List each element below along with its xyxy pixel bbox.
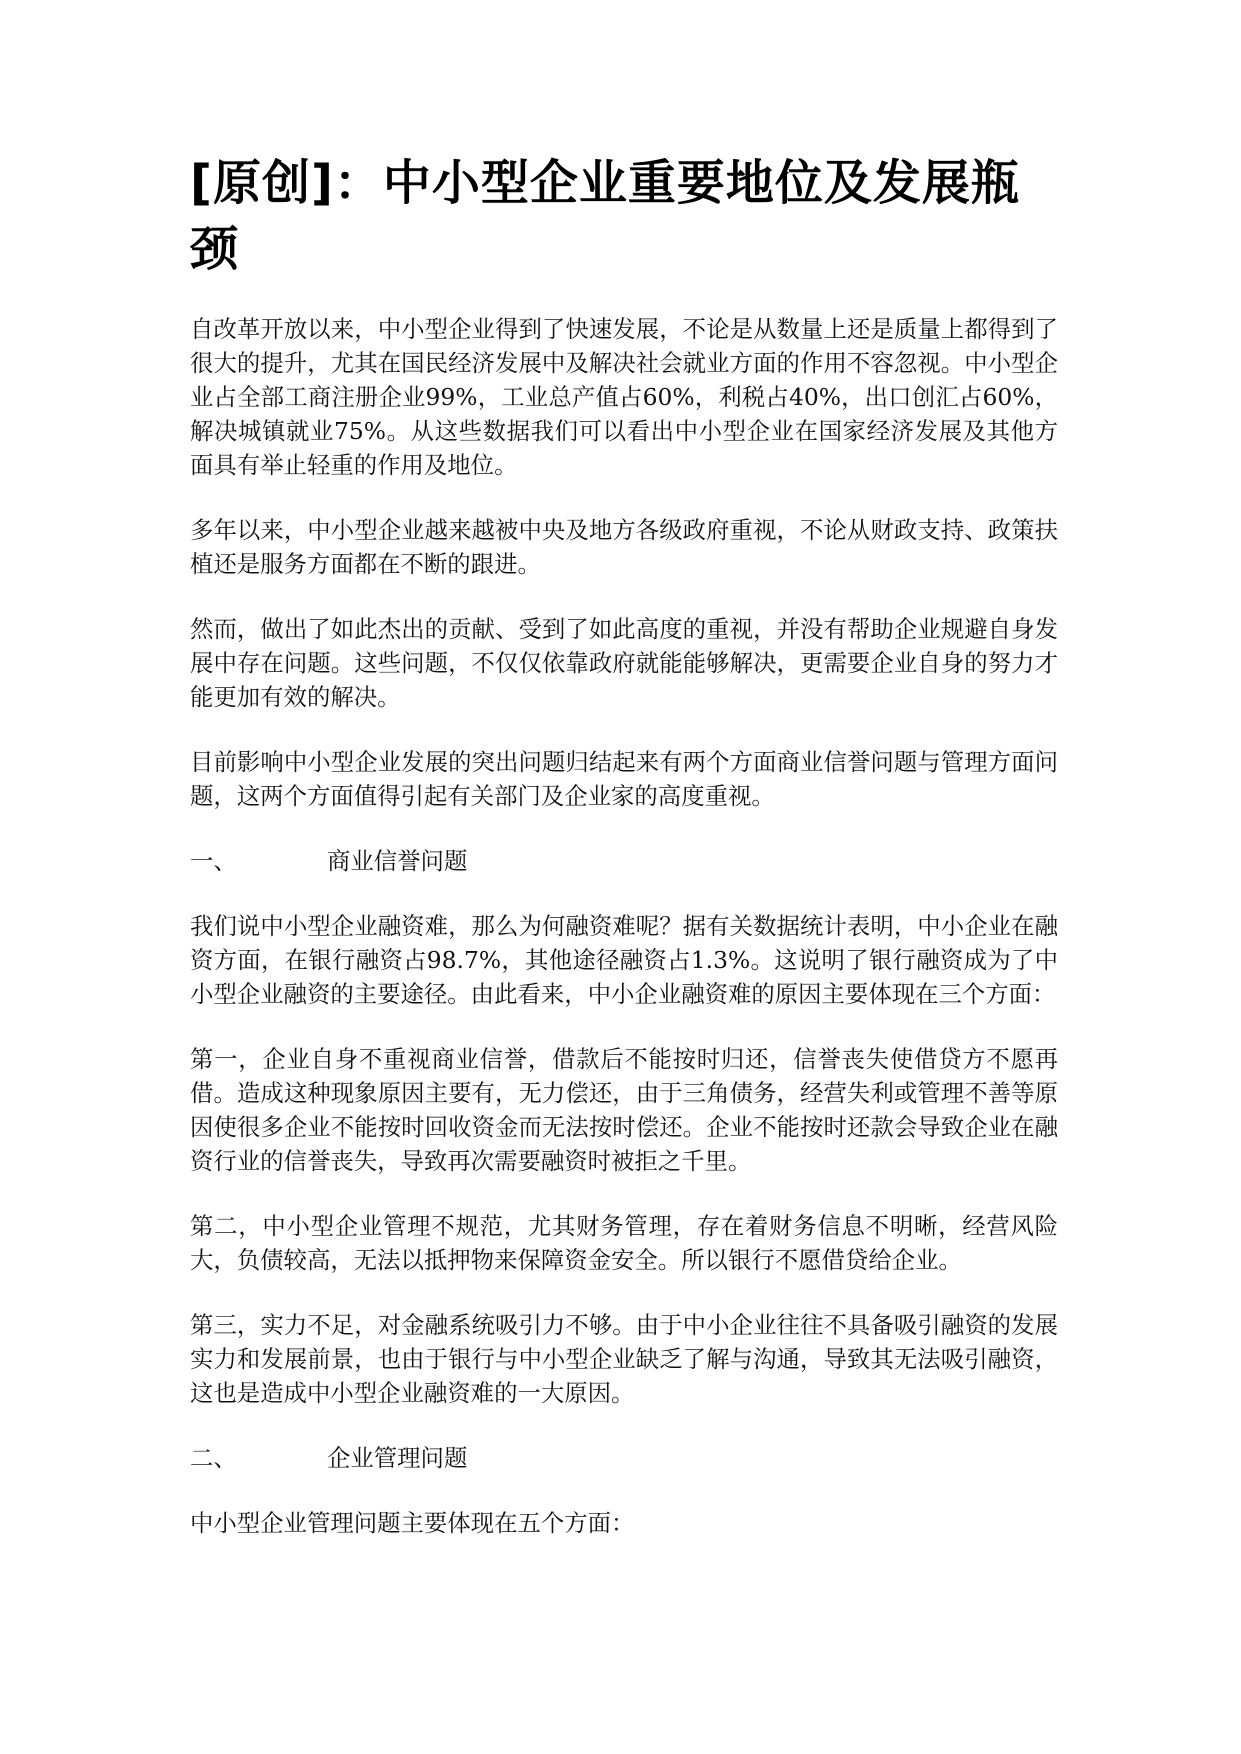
- section-number: 一、: [190, 847, 237, 875]
- section-heading-credit: [190, 844, 1058, 878]
- section-heading-management: [190, 1441, 1058, 1475]
- two-issues-paragraph: 目前影响中小型企业发展的突出问题归结起来有两个方面商业信誉问题与管理方面问题，这两个方面值得引起有关部门及企业家的高度重视。: [190, 748, 1058, 810]
- document-title: [原创]：中小型企业重要地位及发展瓶颈: [190, 155, 1020, 277]
- reason-three-paragraph: 第三，实力不足，对金融系统吸引力不够。由于中小企业往往不具备吸引融资的发展实力和发展前景，也由于银行与中小型企业缺乏了解与沟通，导致其无法吸引融资，这也是造成中小型企业融资难的一大原因。: [190, 1311, 1058, 1407]
- intro-paragraph: 自改革开放以来，中小型企业得到了快速发展，不论是从数量上还是质量上都得到了很大的提升，尤其在国民经济发展中及解决社会就业方面的作用不容忽视。中小型企业占全部工商注册企业99%，工业总产值占60%，利税占40%，出口创汇占60%，解决城镇就业75%。从这些数据我们可以看出中小型企业在国家经济发展及其他方面具有举止轻重的作用及地位。: [190, 315, 1058, 479]
- section-title: 企业管理问题: [327, 1444, 468, 1472]
- section-number: 二、: [190, 1444, 237, 1472]
- financing-paragraph: 我们说中小型企业融资难，那么为何融资难呢？据有关数据统计表明，中小企业在融资方面，在银行融资占98.7%，其他途径融资占1.3%。这说明了银行融资成为了中小型企业融资的主要途径。由此看来，中小企业融资难的原因主要体现在三个方面：: [190, 912, 1058, 1008]
- reason-one-paragraph: 第一，企业自身不重视商业信誉，借款后不能按时归还，信誉丧失使借贷方不愿再借。造成这种现象原因主要有，无力偿还，由于三角债务，经营失利或管理不善等原因使很多企业不能按时回收资金而无法按时偿还。企业不能按时还款会导致企业在融资行业的信誉丧失，导致再次需要融资时被拒之千里。: [190, 1045, 1058, 1175]
- reason-two-paragraph: 第二，中小型企业管理不规范，尤其财务管理，存在着财务信息不明晰，经营风险大，负债较高，无法以抵押物来保障资金安全。所以银行不愿借贷给企业。: [190, 1212, 1058, 1274]
- section-title: 商业信誉问题: [327, 847, 468, 875]
- problems-paragraph: 然而，做出了如此杰出的贡献、受到了如此高度的重视，并没有帮助企业规避自身发展中存在问题。这些问题，不仅仅依靠政府就能能够解决，更需要企业自身的努力才能更加有效的解决。: [190, 615, 1058, 711]
- management-intro-paragraph: 中小型企业管理问题主要体现在五个方面：: [190, 1509, 635, 1537]
- government-support-paragraph: 多年以来，中小型企业越来越被中央及地方各级政府重视，不论从财政支持、政策扶植还是服务方面都在不断的跟进。: [190, 516, 1058, 578]
- document-page: [190, 150, 1058, 1571]
